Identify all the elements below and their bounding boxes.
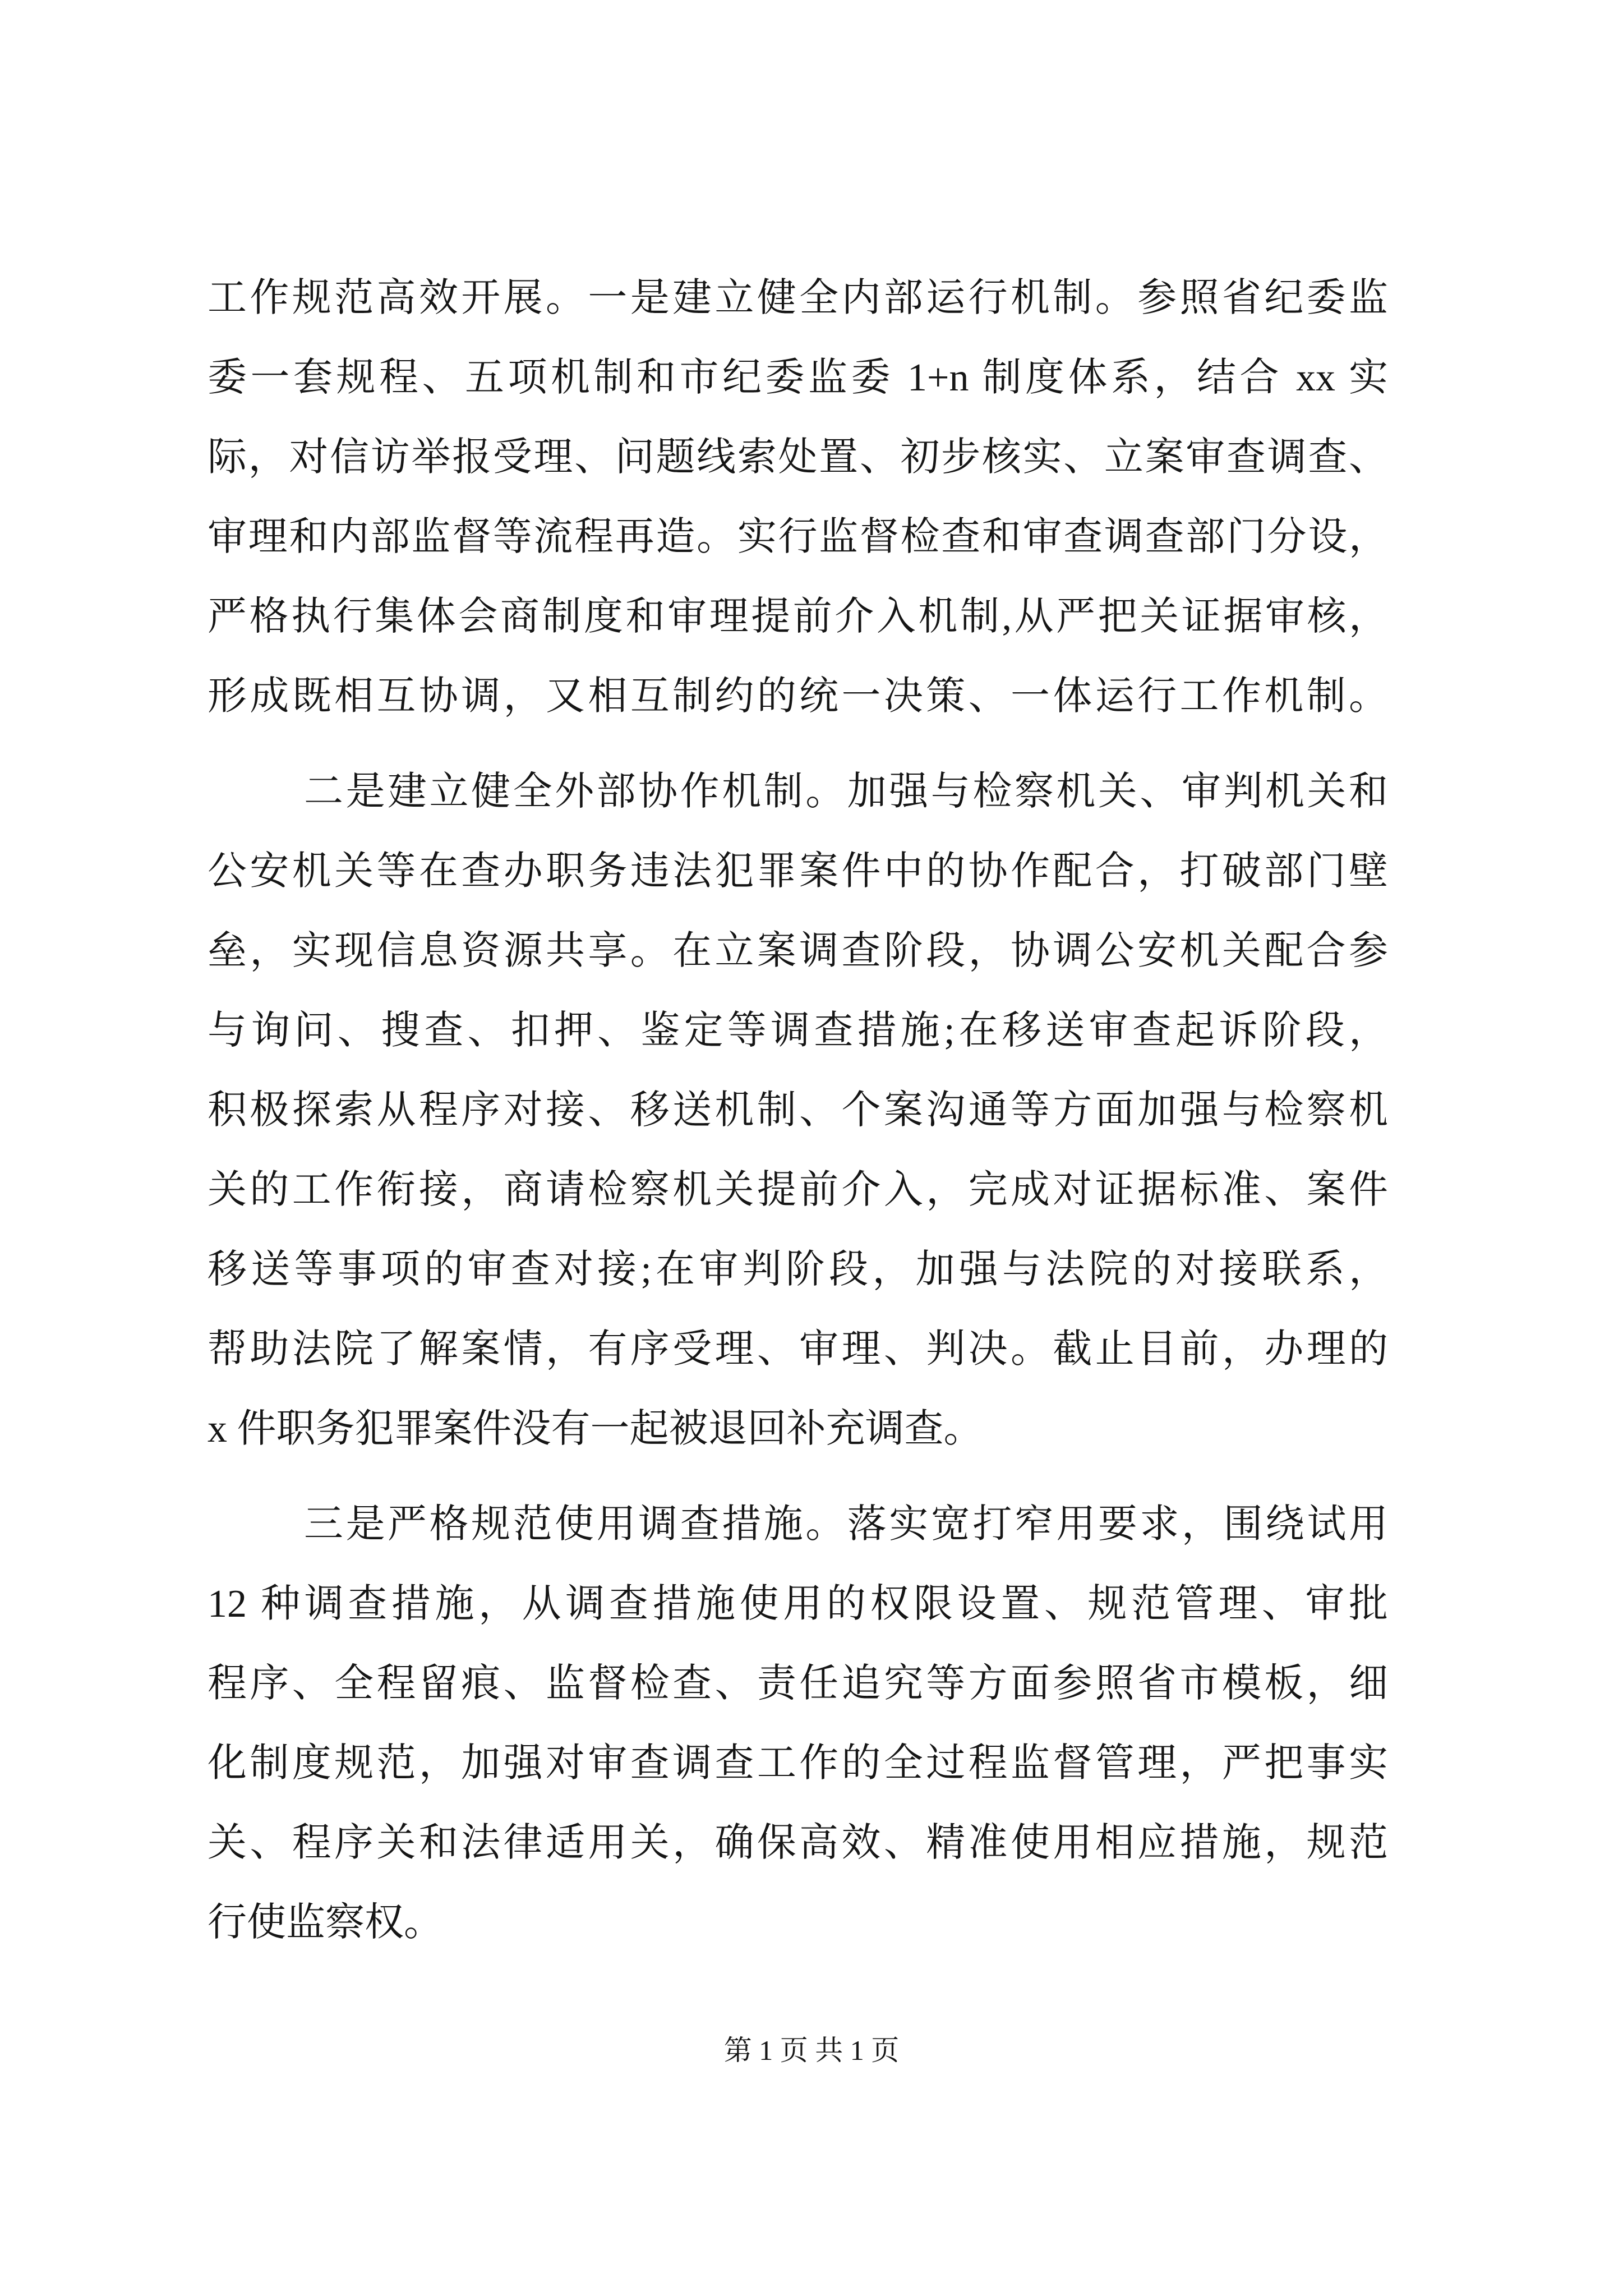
text-line: 帮助法院了解案情，有序受理、审理、判决。截止目前，办理的 xyxy=(208,1328,1388,1371)
text-line: 工作规范高效开展。一是建立健全内部运行机制。参照省纪委监 xyxy=(208,277,1388,320)
text-line: 12 种调查措施，从调查措施使用的权限设置、规范管理、审批 xyxy=(208,1582,1388,1626)
text-line: 关的工作衔接，商请检察机关提前介入，完成对证据标准、案件 xyxy=(208,1168,1388,1212)
text-line: 化制度规范，加强对审查调查工作的全过程监督管理，严把事实 xyxy=(208,1742,1388,1785)
text-line: 三是严格规范使用调查措施。落实宽打窄用要求，围绕试用 xyxy=(304,1503,1388,1546)
paragraph xyxy=(208,1485,1388,1963)
text-line: 委一套规程、五项机制和市纪委监委 1+n 制度体系，结合 xx 实 xyxy=(208,356,1388,399)
text-line: 严格执行集体会商制度和审理提前介入机制,从严把关证据审核， xyxy=(208,595,1388,638)
text-line: x 件职务犯罪案件没有一起被退回补充调查。 xyxy=(208,1407,983,1451)
text-line: 垒，实现信息资源共享。在立案调查阶段，协调公安机关配合参 xyxy=(208,930,1388,973)
document-body xyxy=(208,259,1388,1963)
paragraph xyxy=(208,259,1388,737)
paragraph xyxy=(208,752,1388,1469)
page-footer: 第 1 页 共 1 页 xyxy=(723,2035,900,2066)
text-line: 公安机关等在查办职务违法犯罪案件中的协作配合，打破部门壁 xyxy=(208,850,1388,893)
text-line: 移送等事项的审查对接;在审判阶段，加强与法院的对接联系， xyxy=(208,1248,1388,1291)
text-line: 行使监察权。 xyxy=(208,1901,443,1944)
text-line: 积极探索从程序对接、移送机制、个案沟通等方面加强与检察机 xyxy=(208,1089,1388,1132)
text-line: 与询问、搜查、扣押、鉴定等调查措施;在移送审查起诉阶段， xyxy=(208,1009,1388,1052)
text-line: 际，对信访举报受理、问题线索处置、初步核实、立案审查调查、 xyxy=(208,436,1388,479)
text-line: 审理和内部监督等流程再造。实行监督检查和审查调查部门分设， xyxy=(208,516,1388,559)
text-line: 关、程序关和法律适用关，确保高效、精准使用相应措施，规范 xyxy=(208,1821,1388,1865)
text-line: 形成既相互协调，又相互制约的统一决策、一体运行工作机制。 xyxy=(208,675,1388,718)
text-line: 程序、全程留痕、监督检查、责任追究等方面参照省市模板，细 xyxy=(208,1662,1388,1705)
text-line: 二是建立健全外部协作机制。加强与检察机关、审判机关和 xyxy=(304,770,1388,813)
